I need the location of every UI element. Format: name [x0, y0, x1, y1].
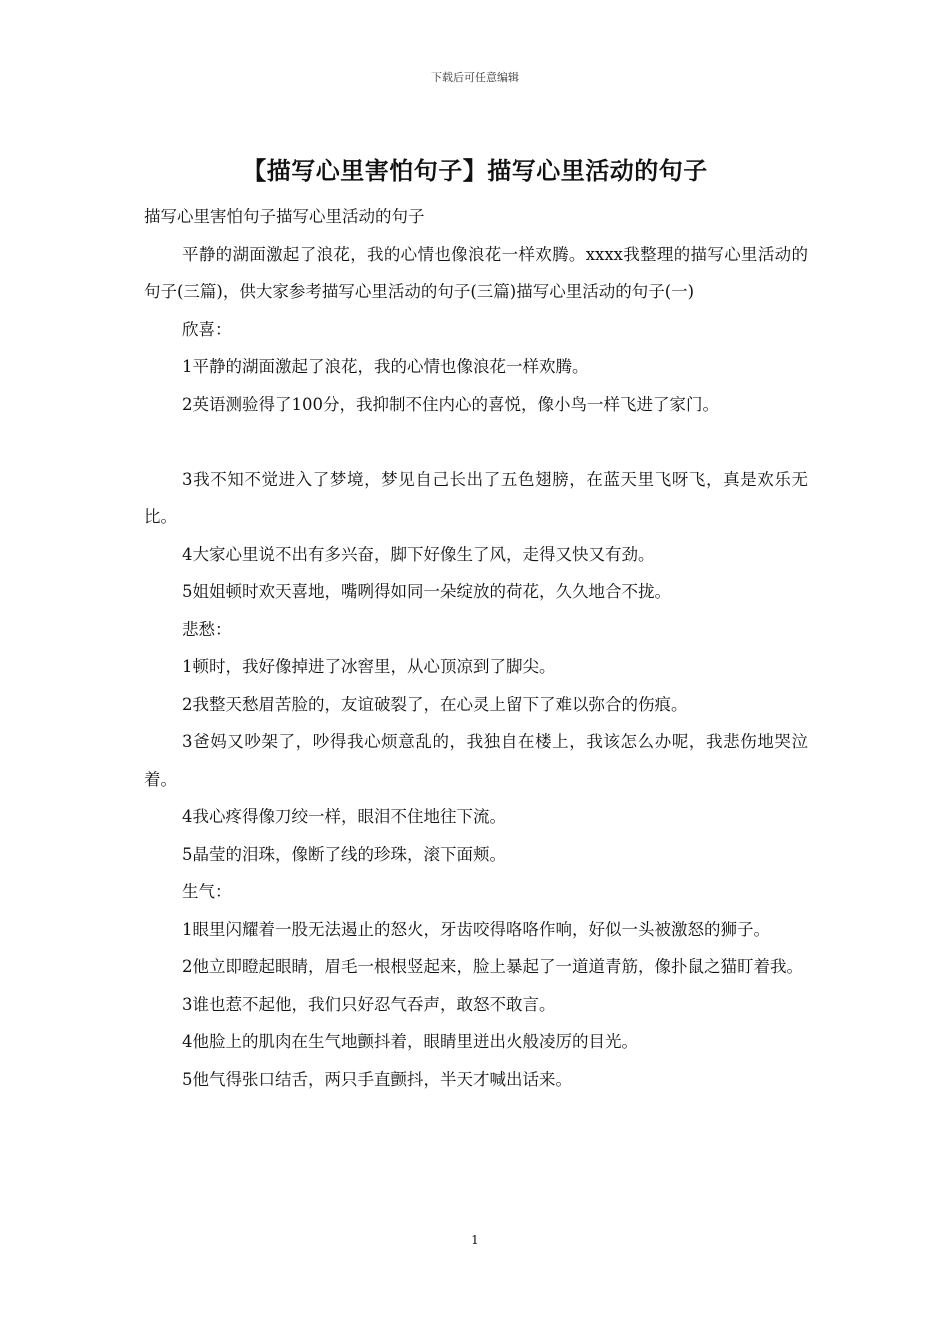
list-item: 1平静的湖面激起了浪花，我的心情也像浪花一样欢腾。 — [182, 357, 589, 376]
list-item: 5姐姐顿时欢天喜地，嘴咧得如同一朵绽放的荷花，久久地合不拢。 — [182, 582, 671, 601]
list-item: 2英语测验得了100分，我抑制不住内心的喜悦，像小鸟一样飞进了家门。 — [182, 394, 719, 414]
list-item: 1顿时，我好像掉进了冰窖里，从心顶凉到了脚尖。 — [182, 657, 556, 676]
list-item: 2我整天愁眉苦脸的，友谊破裂了，在心灵上留下了难以弥合的伤痕。 — [182, 694, 688, 714]
list-item: 4他脸上的肌肉在生气地颤抖着，眼睛里迸出火般凌厉的目光。 — [182, 1032, 638, 1051]
list-item: 3爸妈又吵架了，吵得我心烦意乱的，我独自在楼上，我该怎么办呢，我悲伤地哭泣着。 — [144, 732, 808, 789]
list-item: 4大家心里说不出有多兴奋，脚下好像生了风，走得又快又有劲。 — [182, 544, 655, 564]
list-item: 4我心疼得像刀绞一样，眼泪不住地往下流。 — [182, 807, 506, 826]
list-item: 1眼里闪耀着一股无法遏止的怒火，牙齿咬得咯咯作响，好似一头被激怒的狮子。 — [182, 919, 770, 939]
list-item: 3我不知不觉进入了梦境，梦见自己长出了五色翅膀，在蓝天里飞呀飞，真是欢乐无比。 — [144, 469, 808, 526]
subtitle: 描写心里害怕句子描写心里活动的句子 — [144, 207, 425, 226]
document-body — [144, 198, 808, 1098]
intro-paragraph: 平静的湖面激起了浪花，我的心情也像浪花一样欢腾。xxxx我整理的描写心里活动的句子(三篇)，供大家参考描写心里活动的句子(三篇)描写心里活动的句子(一) — [144, 244, 808, 301]
section-heading-sorrow: 悲愁： — [182, 619, 232, 639]
header-note: 下载后可任意编辑 — [431, 71, 519, 84]
section-heading-anger: 生气： — [182, 882, 232, 901]
blank-line — [144, 423, 808, 461]
list-item: 3谁也惹不起他，我们只好忍气吞声，敢怒不敢言。 — [182, 994, 556, 1014]
page-number: 1 — [471, 1233, 479, 1247]
list-item: 5晶莹的泪珠，像断了线的珍珠，滚下面颊。 — [182, 844, 506, 864]
list-item: 5他气得张口结舌，两只手直颤抖，半天才喊出话来。 — [182, 1069, 572, 1089]
section-heading-joy: 欣喜： — [182, 319, 232, 339]
document-title: 【描写心里害怕句子】描写心里活动的句子 — [242, 157, 708, 185]
list-item: 2他立即瞪起眼睛，眉毛一根根竖起来，脸上暴起了一道道青筋，像扑鼠之猫盯着我。 — [182, 957, 803, 976]
